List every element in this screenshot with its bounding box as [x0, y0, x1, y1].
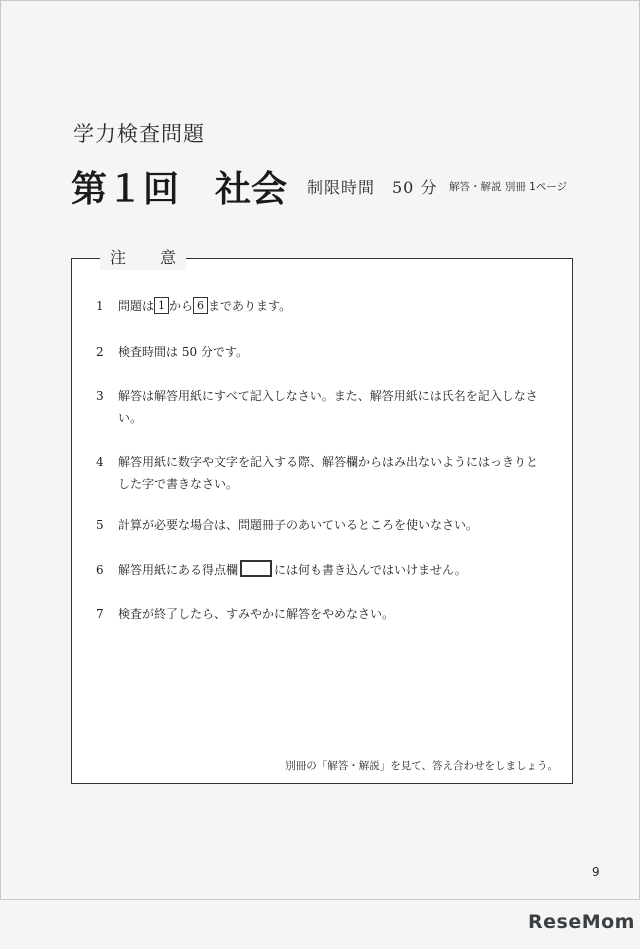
item-number: 1: [96, 299, 104, 313]
answer-reference: 解答・解説 別冊 1ページ: [449, 181, 568, 193]
item-text: 問題は 1 から 6 まであります。: [118, 299, 292, 313]
page-number: 9: [592, 865, 600, 879]
boxed-number: 6: [193, 297, 208, 314]
item-text: 計算が必要な場合は、問題冊子のあいているところを使いなさい。: [118, 518, 479, 532]
watermark-logo: ReseMom: [528, 911, 635, 933]
item-number: 3: [96, 389, 104, 403]
exam-subtitle: 学力検査問題: [73, 122, 205, 146]
item-text: 検査時間は 50 分です。: [118, 345, 248, 359]
footer-note: 別冊の「解答・解説」を見て、答え合わせをしましょう。: [285, 760, 558, 772]
main-title: 第１回 社会: [71, 169, 288, 210]
notice-heading-char: 注: [110, 248, 161, 267]
item-number: 2: [96, 345, 104, 359]
item-number: 4: [96, 455, 104, 469]
item-number: 6: [96, 563, 104, 577]
time-limit: 制限時間 50 分: [307, 178, 438, 197]
item-text: 検査が終了したら、すみやかに解答をやめなさい。: [118, 607, 395, 621]
item-text: 解答用紙に数字や文字を記入する際、解答欄からはみ出ないようにはっきりとした字で書きなさい。: [118, 455, 539, 491]
item-text: 解答は解答用紙にすべて記入しなさい。また、解答用紙には氏名を記入しなさい。: [118, 389, 538, 425]
item-number: 7: [96, 607, 104, 621]
item-text: 解答用紙にある得点欄 には何も書き込んではいけません。: [118, 559, 548, 581]
item-number: 5: [96, 518, 104, 532]
notice-heading-char: 意: [160, 248, 177, 267]
score-field-box: [240, 560, 272, 577]
boxed-number: 1: [154, 297, 169, 314]
notice-box: [71, 248, 573, 784]
notice-heading: [100, 246, 186, 270]
